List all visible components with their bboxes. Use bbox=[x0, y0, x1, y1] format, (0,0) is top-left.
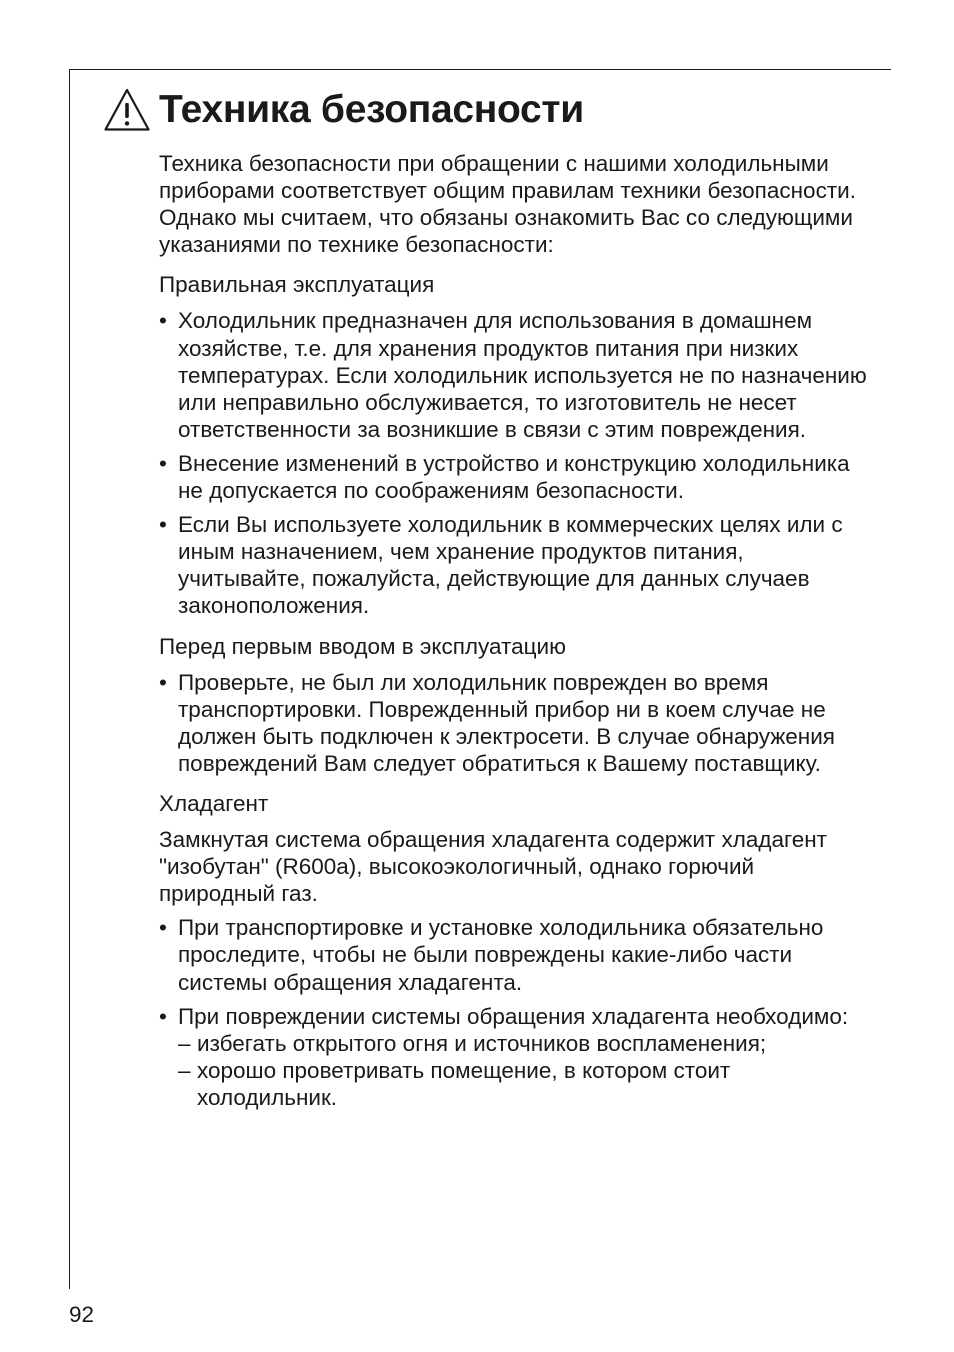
dash-marker: – bbox=[178, 1057, 191, 1083]
bullet-marker: • bbox=[159, 308, 167, 334]
page-number: 92 bbox=[69, 1302, 95, 1327]
sub-list-item: – избегать открытого огня и источников воспламенения; bbox=[178, 1030, 767, 1056]
refrigerant-paragraph: Замкнутая система обращения хладагента содержит хладагент "изобутан" (R600a), высокоэкологичный, однако горючий природный газ. bbox=[159, 827, 827, 907]
left-border-rule bbox=[69, 69, 70, 1289]
section-heading-refrigerant: Хладагент bbox=[159, 790, 269, 816]
dash-marker: – bbox=[178, 1030, 191, 1056]
bullet-marker: • bbox=[159, 450, 167, 476]
page-title: Техника безопасности bbox=[159, 88, 584, 131]
main-content bbox=[159, 150, 874, 1124]
list-item: • При повреждении системы обращения хладагента необходимо: – избегать открытого огня и источников воспламенения; – хорошо проветривать помещение, в котором стоит холодильник. bbox=[159, 1003, 874, 1111]
proper-use-list bbox=[159, 307, 874, 619]
warning-triangle-icon bbox=[103, 87, 151, 133]
bullet-marker: • bbox=[159, 669, 167, 695]
bullet-marker: • bbox=[159, 915, 167, 941]
section-heading-first-use: Перед первым вводом в эксплуатацию bbox=[159, 633, 566, 659]
intro-paragraph: Техника безопасности при обращении с нашими холодильными приборами соответствует общим правилам техники безопасности. Однако мы считаем, что обязаны ознакомить Вас со следующими указаниями по технике безопасности: bbox=[159, 151, 856, 258]
bullet-marker: • bbox=[159, 512, 167, 538]
list-item: • При транспортировке и установке холодильника обязательно проследите, чтобы не были повреждены какие-либо части системы обращения хладагента. bbox=[159, 915, 824, 995]
sub-list-item: – хорошо проветривать помещение, в котором стоит холодильник. bbox=[178, 1057, 731, 1110]
list-item: • Внесение изменений в устройство и конструкцию холодильника не допускается по соображениям безопасности. bbox=[159, 450, 850, 504]
refrigerant-list bbox=[159, 914, 874, 1111]
title-row bbox=[103, 86, 584, 134]
bullet-marker: • bbox=[159, 1003, 167, 1029]
list-item: • Если Вы используете холодильник в коммерческих целях или с иным назначением, чем хранение продуктов питания, учитывайте, пожалуйста, действующие для данных случаев законоположения. bbox=[159, 512, 843, 619]
first-use-list bbox=[159, 669, 874, 777]
top-border-rule bbox=[69, 69, 891, 70]
section-heading-proper-use: Правильная эксплуатация bbox=[159, 272, 435, 298]
list-item: • Холодильник предназначен для использования в домашнем хозяйстве, т.е. для хранения продуктов питания при низких температурах. Если холодильник используется не по назначению или неправильно обслуживается, то изготовитель не несет ответственности за возникшие в связи с этим повреждения. bbox=[159, 308, 867, 442]
list-item: • Проверьте, не был ли холодильник поврежден во время транспортировки. Поврежденный прибор ни в коем случае не должен быть подключен к электросети. В случае обнаружения повреждений Вам следует обратиться к Вашему поставщику. bbox=[159, 669, 835, 776]
